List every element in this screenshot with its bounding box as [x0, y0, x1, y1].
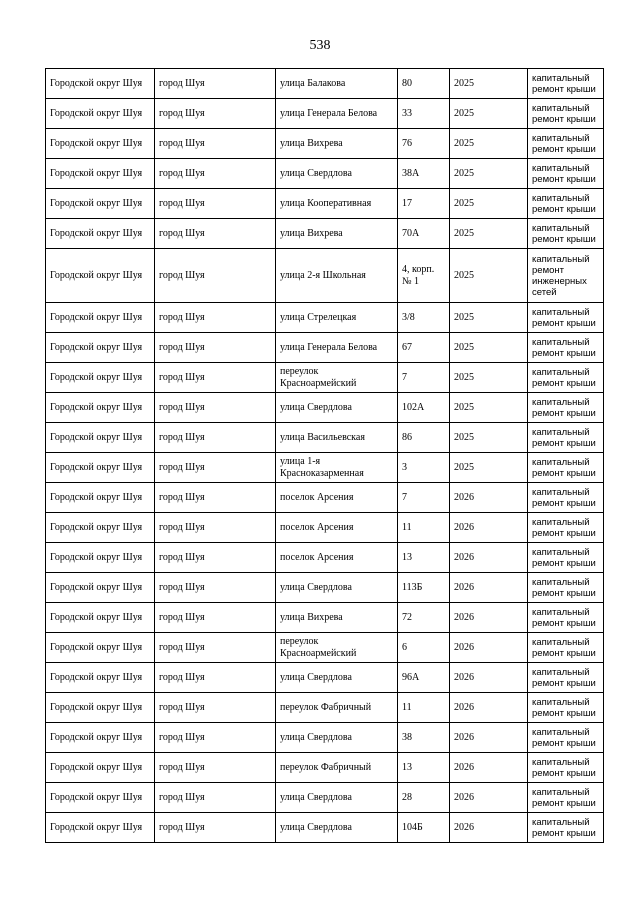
city-cell: город Шуя — [155, 783, 276, 813]
street-cell: улица Свердлова — [276, 813, 398, 843]
table-row — [46, 249, 604, 303]
table-row — [46, 633, 604, 663]
table-row — [46, 333, 604, 363]
house-number-cell: 102А — [398, 393, 450, 423]
work-type-cell: капитальный ремонт крыши — [528, 603, 604, 633]
year-cell: 2025 — [450, 333, 528, 363]
house-number-cell: 28 — [398, 783, 450, 813]
table-row — [46, 189, 604, 219]
year-cell: 2025 — [450, 453, 528, 483]
city-cell: город Шуя — [155, 453, 276, 483]
district-cell: Городской округ Шуя — [46, 753, 155, 783]
district-cell: Городской округ Шуя — [46, 99, 155, 129]
work-type-cell: капитальный ремонт крыши — [528, 393, 604, 423]
city-cell: город Шуя — [155, 483, 276, 513]
street-cell: улица 1-я Красноказарменная — [276, 453, 398, 483]
year-cell: 2026 — [450, 723, 528, 753]
house-number-cell: 72 — [398, 603, 450, 633]
year-cell: 2025 — [450, 393, 528, 423]
street-cell: переулок Красноармейский — [276, 633, 398, 663]
district-cell: Городской округ Шуя — [46, 423, 155, 453]
work-type-cell: капитальный ремонт крыши — [528, 423, 604, 453]
house-number-cell: 86 — [398, 423, 450, 453]
street-cell: поселок Арсения — [276, 483, 398, 513]
city-cell: город Шуя — [155, 603, 276, 633]
year-cell: 2025 — [450, 99, 528, 129]
house-number-cell: 13 — [398, 543, 450, 573]
district-cell: Городской округ Шуя — [46, 303, 155, 333]
work-type-cell: капитальный ремонт крыши — [528, 663, 604, 693]
street-cell: улица Балакова — [276, 69, 398, 99]
table-row — [46, 129, 604, 159]
table-row — [46, 159, 604, 189]
street-cell: улица Генерала Белова — [276, 99, 398, 129]
work-type-cell: капитальный ремонт крыши — [528, 783, 604, 813]
repair-registry-table — [45, 68, 604, 843]
city-cell: город Шуя — [155, 723, 276, 753]
table-row — [46, 723, 604, 753]
table-row — [46, 753, 604, 783]
street-cell: улица Свердлова — [276, 573, 398, 603]
work-type-cell: капитальный ремонт инженерных сетей — [528, 249, 604, 303]
year-cell: 2026 — [450, 633, 528, 663]
house-number-cell: 3 — [398, 453, 450, 483]
street-cell: улица Свердлова — [276, 783, 398, 813]
year-cell: 2025 — [450, 189, 528, 219]
work-type-cell: капитальный ремонт крыши — [528, 513, 604, 543]
table-row — [46, 453, 604, 483]
district-cell: Городской округ Шуя — [46, 813, 155, 843]
street-cell: улица Свердлова — [276, 723, 398, 753]
street-cell: поселок Арсения — [276, 513, 398, 543]
district-cell: Городской округ Шуя — [46, 189, 155, 219]
table-row — [46, 663, 604, 693]
street-cell: улица Вихрева — [276, 603, 398, 633]
district-cell: Городской округ Шуя — [46, 663, 155, 693]
table-row — [46, 423, 604, 453]
year-cell: 2025 — [450, 363, 528, 393]
table-row — [46, 363, 604, 393]
table-row — [46, 69, 604, 99]
year-cell: 2026 — [450, 813, 528, 843]
house-number-cell: 7 — [398, 483, 450, 513]
table-row — [46, 783, 604, 813]
year-cell: 2026 — [450, 603, 528, 633]
year-cell: 2026 — [450, 693, 528, 723]
work-type-cell: капитальный ремонт крыши — [528, 303, 604, 333]
table-body — [46, 69, 604, 843]
house-number-cell: 3/8 — [398, 303, 450, 333]
work-type-cell: капитальный ремонт крыши — [528, 219, 604, 249]
year-cell: 2025 — [450, 159, 528, 189]
city-cell: город Шуя — [155, 753, 276, 783]
house-number-cell: 13 — [398, 753, 450, 783]
house-number-cell: 4, корп. № 1 — [398, 249, 450, 303]
city-cell: город Шуя — [155, 693, 276, 723]
district-cell: Городской округ Шуя — [46, 219, 155, 249]
city-cell: город Шуя — [155, 423, 276, 453]
work-type-cell: капитальный ремонт крыши — [528, 159, 604, 189]
city-cell: город Шуя — [155, 99, 276, 129]
table-row — [46, 513, 604, 543]
house-number-cell: 76 — [398, 129, 450, 159]
work-type-cell: капитальный ремонт крыши — [528, 453, 604, 483]
house-number-cell: 38 — [398, 723, 450, 753]
work-type-cell: капитальный ремонт крыши — [528, 99, 604, 129]
table-row — [46, 813, 604, 843]
district-cell: Городской округ Шуя — [46, 69, 155, 99]
year-cell: 2026 — [450, 543, 528, 573]
table-row — [46, 483, 604, 513]
district-cell: Городской округ Шуя — [46, 573, 155, 603]
house-number-cell: 80 — [398, 69, 450, 99]
year-cell: 2026 — [450, 753, 528, 783]
house-number-cell: 104Б — [398, 813, 450, 843]
street-cell: улица Свердлова — [276, 159, 398, 189]
work-type-cell: капитальный ремонт крыши — [528, 363, 604, 393]
district-cell: Городской округ Шуя — [46, 693, 155, 723]
district-cell: Городской округ Шуя — [46, 363, 155, 393]
page-number: 538 — [309, 38, 331, 53]
year-cell: 2025 — [450, 303, 528, 333]
city-cell: город Шуя — [155, 543, 276, 573]
street-cell: улица Стрелецкая — [276, 303, 398, 333]
city-cell: город Шуя — [155, 513, 276, 543]
district-cell: Городской округ Шуя — [46, 333, 155, 363]
city-cell: город Шуя — [155, 393, 276, 423]
city-cell: город Шуя — [155, 219, 276, 249]
city-cell: город Шуя — [155, 303, 276, 333]
district-cell: Городской округ Шуя — [46, 543, 155, 573]
city-cell: город Шуя — [155, 573, 276, 603]
house-number-cell: 70А — [398, 219, 450, 249]
house-number-cell: 96А — [398, 663, 450, 693]
city-cell: город Шуя — [155, 69, 276, 99]
street-cell: переулок Красноармейский — [276, 363, 398, 393]
city-cell: город Шуя — [155, 663, 276, 693]
table-row — [46, 303, 604, 333]
year-cell: 2026 — [450, 573, 528, 603]
work-type-cell: капитальный ремонт крыши — [528, 633, 604, 663]
city-cell: город Шуя — [155, 159, 276, 189]
house-number-cell: 6 — [398, 633, 450, 663]
table-row — [46, 603, 604, 633]
work-type-cell: капитальный ремонт крыши — [528, 189, 604, 219]
street-cell: улица Свердлова — [276, 663, 398, 693]
district-cell: Городской округ Шуя — [46, 393, 155, 423]
house-number-cell: 17 — [398, 189, 450, 219]
district-cell: Городской округ Шуя — [46, 129, 155, 159]
work-type-cell: капитальный ремонт крыши — [528, 543, 604, 573]
work-type-cell: капитальный ремонт крыши — [528, 813, 604, 843]
year-cell: 2026 — [450, 783, 528, 813]
house-number-cell: 38А — [398, 159, 450, 189]
district-cell: Городской округ Шуя — [46, 249, 155, 303]
house-number-cell: 113Б — [398, 573, 450, 603]
street-cell: переулок Фабричный — [276, 753, 398, 783]
district-cell: Городской округ Шуя — [46, 159, 155, 189]
table-row — [46, 219, 604, 249]
house-number-cell: 33 — [398, 99, 450, 129]
street-cell: улица 2-я Школьная — [276, 249, 398, 303]
year-cell: 2025 — [450, 249, 528, 303]
work-type-cell: капитальный ремонт крыши — [528, 69, 604, 99]
district-cell: Городской округ Шуя — [46, 603, 155, 633]
street-cell: улица Вихрева — [276, 219, 398, 249]
table-row — [46, 543, 604, 573]
year-cell: 2025 — [450, 129, 528, 159]
house-number-cell: 67 — [398, 333, 450, 363]
year-cell: 2025 — [450, 219, 528, 249]
city-cell: город Шуя — [155, 633, 276, 663]
work-type-cell: капитальный ремонт крыши — [528, 129, 604, 159]
city-cell: город Шуя — [155, 249, 276, 303]
house-number-cell: 11 — [398, 513, 450, 543]
city-cell: город Шуя — [155, 189, 276, 219]
district-cell: Городской округ Шуя — [46, 633, 155, 663]
city-cell: город Шуя — [155, 363, 276, 393]
street-cell: улица Васильевская — [276, 423, 398, 453]
work-type-cell: капитальный ремонт крыши — [528, 753, 604, 783]
work-type-cell: капитальный ремонт крыши — [528, 723, 604, 753]
district-cell: Городской округ Шуя — [46, 783, 155, 813]
city-cell: город Шуя — [155, 129, 276, 159]
table-row — [46, 393, 604, 423]
house-number-cell: 11 — [398, 693, 450, 723]
district-cell: Городской округ Шуя — [46, 513, 155, 543]
city-cell: город Шуя — [155, 333, 276, 363]
street-cell: улица Кооперативная — [276, 189, 398, 219]
work-type-cell: капитальный ремонт крыши — [528, 573, 604, 603]
street-cell: улица Свердлова — [276, 393, 398, 423]
street-cell: улица Вихрева — [276, 129, 398, 159]
year-cell: 2026 — [450, 663, 528, 693]
district-cell: Городской округ Шуя — [46, 483, 155, 513]
city-cell: город Шуя — [155, 813, 276, 843]
street-cell: улица Генерала Белова — [276, 333, 398, 363]
street-cell: переулок Фабричный — [276, 693, 398, 723]
year-cell: 2025 — [450, 69, 528, 99]
table-row — [46, 573, 604, 603]
year-cell: 2026 — [450, 483, 528, 513]
work-type-cell: капитальный ремонт крыши — [528, 483, 604, 513]
work-type-cell: капитальный ремонт крыши — [528, 693, 604, 723]
street-cell: поселок Арсения — [276, 543, 398, 573]
district-cell: Городской округ Шуя — [46, 723, 155, 753]
work-type-cell: капитальный ремонт крыши — [528, 333, 604, 363]
year-cell: 2025 — [450, 423, 528, 453]
house-number-cell: 7 — [398, 363, 450, 393]
district-cell: Городской округ Шуя — [46, 453, 155, 483]
year-cell: 2026 — [450, 513, 528, 543]
table-row — [46, 693, 604, 723]
table-row — [46, 99, 604, 129]
